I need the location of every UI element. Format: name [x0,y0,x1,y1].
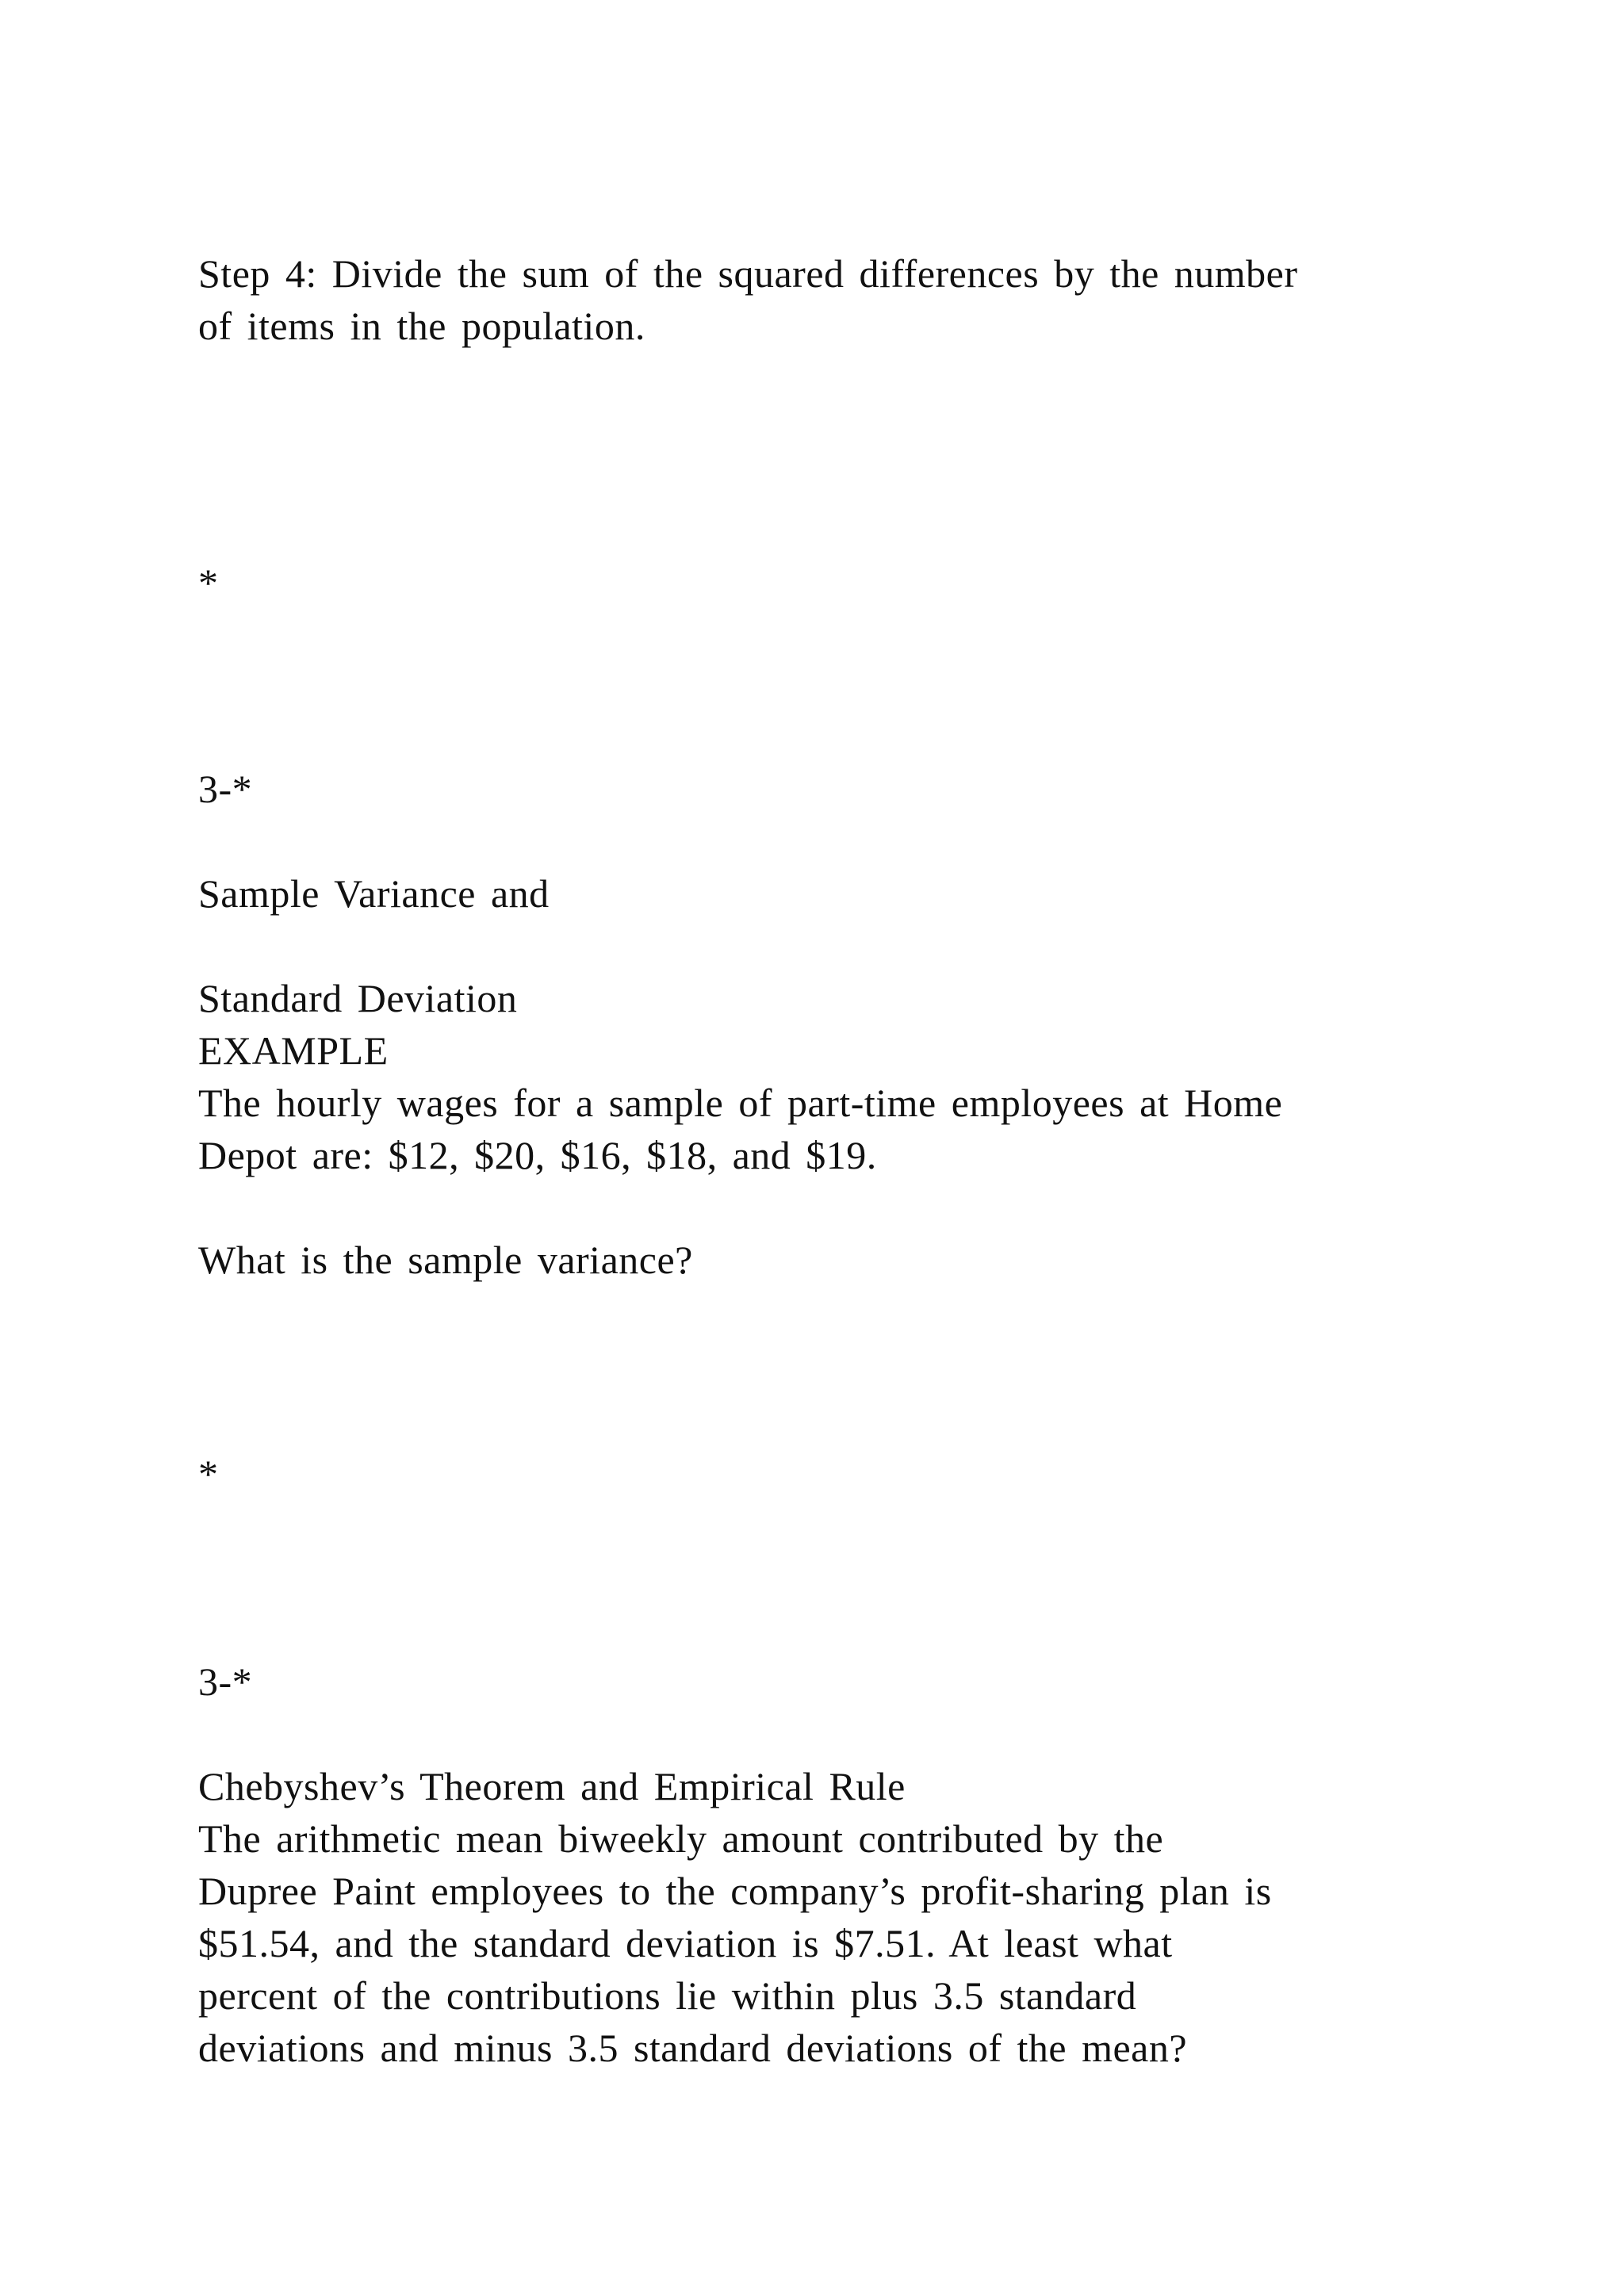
problem-text-line-2: Dupree Paint employees to the company’s profit-sharing plan is [198,1869,1272,1913]
example-heading: EXAMPLE [198,1028,389,1073]
problem-text-line-3: $51.54, and the standard deviation is $7.51. At least what [198,1921,1173,1965]
section-title-line-2: Standard Deviation [198,976,518,1020]
slide-number: 3-* [198,1659,253,1704]
slide-number: 3-* [198,767,253,811]
example-question: What is the sample variance? [198,1238,693,1282]
problem-text-line-4: percent of the contributions lie within plus 3.5 standard [198,1973,1137,2018]
slide-separator-asterisk: * [198,561,219,605]
section-title-line-1: Sample Variance and [198,871,550,916]
problem-text-line-1: The arithmetic mean biweekly amount contributed by the [198,1816,1164,1861]
example-text-line-1: The hourly wages for a sample of part-time employees at Home [198,1081,1283,1125]
example-text-line-2: Depot are: $12, $20, $16, $18, and $19. [198,1133,877,1177]
step4-text-line-2: of items in the population. [198,304,645,348]
slide-separator-asterisk: * [198,1452,219,1496]
problem-text-line-5: deviations and minus 3.5 standard deviations of the mean? [198,2026,1188,2070]
step4-text-line-1: Step 4: Divide the sum of the squared differences by the number [198,251,1298,296]
section-title: Chebyshev’s Theorem and Empirical Rule [198,1764,906,1808]
